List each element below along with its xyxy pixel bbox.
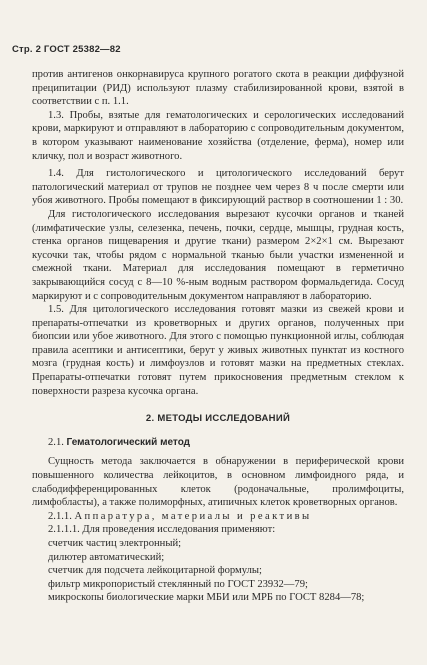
document-body	[32, 68, 404, 605]
list-item: счетчик частиц электронный;	[48, 538, 182, 549]
list-item: фильтр микропористый стеклянный по ГОСТ 23932—79;	[48, 578, 308, 590]
page-header: Стр. 2 ГОСТ 25382—82	[12, 44, 121, 55]
list-item: счетчик для подсчета лейкоцитарной формулы;	[48, 565, 262, 577]
paragraph-1-3: 1.3. Пробы, взятые для гематологических и серологических исследований крови, маркируют и отправляют в лабораторию с сопроводительным документом, в котором указывают наименование хозяйства (отделение, ферма), номер или кличку, пол и возраст животного.	[32, 109, 404, 162]
apparatus-title: Аппаратура, материалы и реактивы	[74, 510, 312, 522]
list-item: дилютер автоматический;	[48, 551, 165, 563]
apparatus-heading	[32, 510, 404, 524]
section-heading: 2. МЕТОДЫ ИССЛЕДОВАНИЙ	[145, 413, 291, 425]
subsection-number: 2.1.	[48, 436, 64, 448]
paragraph-1-5: 1.5. Для цитологического исследования готовят мазки из свежей крови и препараты-отпечатки из кроветворных и других органов, полученных при биопсии или убое животного. Для этого с помощью пункционной иглы, соблюдая правила асептики и антисептики, берут у живых животных пунктат из костного мозга (грудная кость) и лимфоузлов и готовят мазки на предметных стеклах. Препараты-отпечатки готовят путем прикосновения предметным стеклом к поверхности разреза кусочка органа.	[32, 304, 404, 397]
apparatus-intro: 2.1.1.1. Для проведения исследования применяют:	[48, 524, 276, 536]
subsection-title: Гематологический метод	[66, 436, 191, 448]
paragraph-continuation: против антигенов онкорнавируса крупного рогатого скота в реакции диффузной преципитации (РИД) используют плазму стабилизированной крови, взятой в соответствии с п. 1.1.	[32, 69, 404, 108]
apparatus-list	[32, 537, 404, 605]
apparatus-number: 2.1.1.	[48, 510, 72, 522]
subsection-heading	[32, 436, 404, 450]
method-description: Сущность метода заключается в обнаружении в периферической крови повышенного количества лейкоцитов, в основном лимфоидного ряда, и слабодифференцированных клеток (родоначальные, пролимфоциты, лимфобласты), а также полиморфных, атипичных клеток кроветворных органов.	[32, 456, 404, 509]
list-item: микроскопы биологические марки МБИ или МРБ по ГОСТ 8284—78;	[48, 592, 365, 604]
paragraph-1-4: 1.4. Для гистологического и цитологического исследований берут патологический материал от трупов не позднее чем через 8 ч после смерти или убоя животного. Пробы помещают в фиксирующий раствор в соотношении 1 : 30.	[32, 168, 404, 207]
paragraph-histology: Для гистологического исследования вырезают кусочки органов и тканей (лимфатические узлы, селезенка, печень, почки, сердце, мышцы, грудная кость, стенка органов пищеварения и другие ткани) размером 2×2×1 см. Вырезают кусочки так, чтобы рядом с нормальной тканью были участки измененной и смежной ткани. Материал для исследования помещают в герметично закрывающийся сосуд с 8—10 %-ным водным раствором формальдегида. Сосуд маркируют и с сопроводительным документом направляют в лабораторию.	[32, 208, 404, 302]
